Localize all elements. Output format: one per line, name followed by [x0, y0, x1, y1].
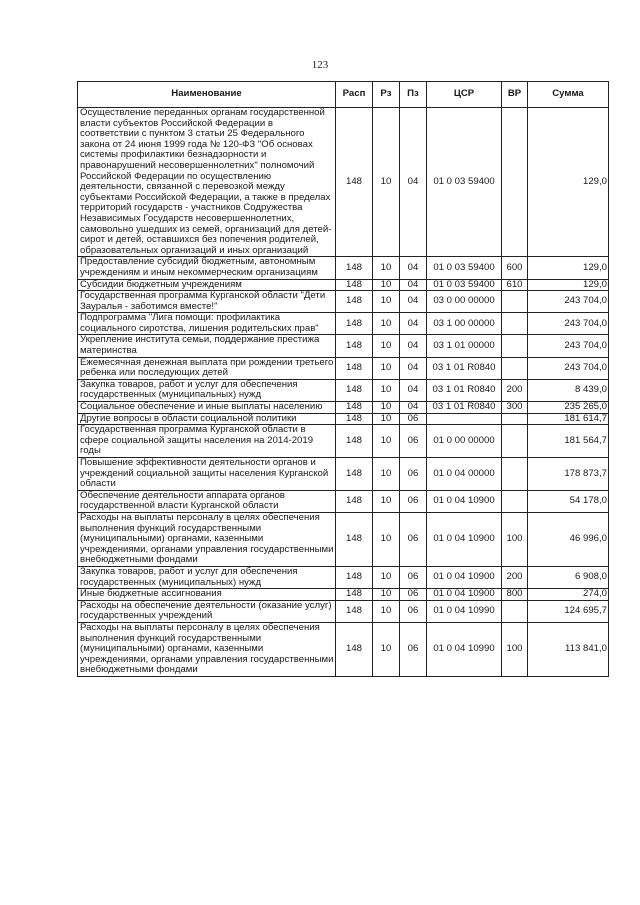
- header-sum: Сумма: [528, 82, 609, 108]
- cell-pz: 04: [400, 313, 427, 335]
- cell-rasp: 148: [336, 622, 373, 676]
- table-row: [78, 291, 609, 313]
- cell-pz: 06: [400, 425, 427, 458]
- cell-csr: 01 0 04 10900: [427, 512, 502, 566]
- cell-rasp: 148: [336, 600, 373, 622]
- cell-rasp: 148: [336, 257, 373, 279]
- cell-rasp: 148: [336, 425, 373, 458]
- cell-rasp: 148: [336, 512, 373, 566]
- header-vr: ВР: [502, 82, 528, 108]
- cell-rasp: 148: [336, 490, 373, 512]
- table-row: [78, 379, 609, 401]
- cell-csr: 03 1 01 R0840: [427, 357, 502, 379]
- cell-sum: 243 704,0: [528, 335, 609, 357]
- cell-pz: 04: [400, 335, 427, 357]
- cell-rz: 10: [373, 458, 400, 491]
- table-body: [78, 108, 609, 677]
- cell-csr: 03 1 01 R0840: [427, 402, 502, 414]
- cell-rz: 10: [373, 379, 400, 401]
- cell-pz: 06: [400, 413, 427, 425]
- cell-sum: 129,0: [528, 257, 609, 279]
- table-row: [78, 600, 609, 622]
- cell-vr: 200: [502, 566, 528, 588]
- cell-name: Государственная программа Курганской области "Дети Зауралья - заботимся вместе!": [78, 291, 336, 313]
- cell-rasp: 148: [336, 279, 373, 291]
- cell-rz: 10: [373, 108, 400, 257]
- cell-sum: 243 704,0: [528, 313, 609, 335]
- cell-name: Субсидии бюджетным учреждениям: [78, 279, 336, 291]
- cell-sum: 243 704,0: [528, 291, 609, 313]
- cell-name: Расходы на выплаты персоналу в целях обеспечения выполнения функций государственными (муниципальными) органами, казенными учреждениями, органами управления государственными внебюджетными фондами: [78, 512, 336, 566]
- cell-csr: [427, 413, 502, 425]
- cell-csr: 01 0 03 59400: [427, 279, 502, 291]
- table-row: [78, 313, 609, 335]
- cell-rz: 10: [373, 490, 400, 512]
- cell-rz: 10: [373, 257, 400, 279]
- table-row: [78, 589, 609, 601]
- header-rasp: Расп: [336, 82, 373, 108]
- cell-rasp: 148: [336, 357, 373, 379]
- cell-sum: 274,0: [528, 589, 609, 601]
- table-row: [78, 279, 609, 291]
- cell-vr: [502, 458, 528, 491]
- cell-csr: 03 1 00 00000: [427, 313, 502, 335]
- cell-vr: [502, 291, 528, 313]
- cell-sum: 181 564,7: [528, 425, 609, 458]
- cell-rz: 10: [373, 313, 400, 335]
- cell-pz: 04: [400, 279, 427, 291]
- cell-pz: 06: [400, 589, 427, 601]
- cell-csr: 01 0 04 10900: [427, 566, 502, 588]
- cell-pz: 06: [400, 512, 427, 566]
- cell-csr: 01 0 04 10900: [427, 490, 502, 512]
- cell-sum: 178 873,7: [528, 458, 609, 491]
- cell-sum: 46 996,0: [528, 512, 609, 566]
- table-row: [78, 257, 609, 279]
- cell-rz: 10: [373, 589, 400, 601]
- cell-name: Расходы на выплаты персоналу в целях обеспечения выполнения функций государственными (муниципальными) органами, казенными учреждениями, органами управления государственными внебюджетными фондами: [78, 622, 336, 676]
- cell-csr: 01 0 03 59400: [427, 108, 502, 257]
- cell-rasp: 148: [336, 566, 373, 588]
- table-row: [78, 425, 609, 458]
- table-row: [78, 622, 609, 676]
- cell-pz: 04: [400, 379, 427, 401]
- cell-rasp: 148: [336, 458, 373, 491]
- cell-rasp: 148: [336, 379, 373, 401]
- cell-vr: 800: [502, 589, 528, 601]
- table-row: [78, 458, 609, 491]
- cell-vr: 200: [502, 379, 528, 401]
- table-row: [78, 108, 609, 257]
- page-number: 123: [311, 59, 329, 71]
- cell-sum: 235 265,0: [528, 402, 609, 414]
- cell-name: Закупка товаров, работ и услуг для обеспечения государственных (муниципальных) нужд: [78, 566, 336, 588]
- table-row: [78, 335, 609, 357]
- table-row: [78, 566, 609, 588]
- cell-vr: [502, 490, 528, 512]
- cell-pz: 04: [400, 402, 427, 414]
- table-header-row: [78, 82, 609, 108]
- cell-name: Подпрограмма "Лига помощи: профилактика социального сиротства, лишения родительских прав": [78, 313, 336, 335]
- cell-name: Укрепление института семьи, поддержание престижа материнства: [78, 335, 336, 357]
- cell-name: Иные бюджетные ассигнования: [78, 589, 336, 601]
- cell-vr: [502, 600, 528, 622]
- cell-vr: 100: [502, 512, 528, 566]
- cell-rz: 10: [373, 402, 400, 414]
- cell-name: Предоставление субсидий бюджетным, автономным учреждениям и иным некоммерческим организациям: [78, 257, 336, 279]
- cell-rz: 10: [373, 279, 400, 291]
- cell-pz: 04: [400, 357, 427, 379]
- cell-sum: 129,0: [528, 108, 609, 257]
- cell-name: Расходы на обеспечение деятельности (оказание услуг) государственных учреждений: [78, 600, 336, 622]
- cell-pz: 06: [400, 600, 427, 622]
- cell-rasp: 148: [336, 313, 373, 335]
- table-row: [78, 413, 609, 425]
- cell-name: Осуществление переданных органам государственной власти субъектов Российской Федерации в соответствии с пунктом 3 статьи 25 Федерального закона от 24 июня 1999 года № 120-ФЗ "Об основах системы профилактики безнадзорности и правонарушений несовершеннолетних" полномочий Российской Федерации по осуществлению деятельности, связанной с перевозкой между субъектами Российской Федерации, а также в пределах территорий государств - участников Содружества Независимых Государств несовершеннолетних, самовольно ушедших из семей, организаций для детей-сирот и детей, оставшихся без попечения родителей, образовательных организаций и иных организаций: [78, 108, 336, 257]
- cell-sum: 129,0: [528, 279, 609, 291]
- cell-pz: 04: [400, 291, 427, 313]
- cell-vr: 610: [502, 279, 528, 291]
- cell-rz: 10: [373, 425, 400, 458]
- cell-vr: [502, 313, 528, 335]
- cell-rasp: 148: [336, 335, 373, 357]
- cell-rasp: 148: [336, 291, 373, 313]
- cell-rasp: 148: [336, 402, 373, 414]
- cell-vr: 600: [502, 257, 528, 279]
- cell-vr: 100: [502, 622, 528, 676]
- cell-vr: [502, 425, 528, 458]
- cell-csr: 01 0 03 59400: [427, 257, 502, 279]
- cell-rz: 10: [373, 335, 400, 357]
- cell-csr: 01 0 00 00000: [427, 425, 502, 458]
- cell-sum: 124 695,7: [528, 600, 609, 622]
- cell-csr: 01 0 04 00000: [427, 458, 502, 491]
- cell-pz: 06: [400, 622, 427, 676]
- cell-name: Государственная программа Курганской области в сфере социальной защиты населения на 2014-2019 годы: [78, 425, 336, 458]
- cell-rasp: 148: [336, 413, 373, 425]
- table-row: [78, 490, 609, 512]
- cell-rz: 10: [373, 291, 400, 313]
- cell-vr: [502, 413, 528, 425]
- cell-name: Ежемесячная денежная выплата при рождении третьего ребенка или последующих детей: [78, 357, 336, 379]
- cell-name: Закупка товаров, работ и услуг для обеспечения государственных (муниципальных) нужд: [78, 379, 336, 401]
- cell-pz: 06: [400, 458, 427, 491]
- cell-rz: 10: [373, 600, 400, 622]
- cell-name: Обеспечение деятельности аппарата органов государственной власти Курганской области: [78, 490, 336, 512]
- budget-table: [77, 81, 609, 677]
- cell-sum: 113 841,0: [528, 622, 609, 676]
- cell-name: Социальное обеспечение и иные выплаты населению: [78, 402, 336, 414]
- cell-vr: [502, 335, 528, 357]
- cell-sum: 181 614,7: [528, 413, 609, 425]
- cell-rz: 10: [373, 566, 400, 588]
- cell-sum: 6 908,0: [528, 566, 609, 588]
- cell-csr: 03 1 01 R0840: [427, 379, 502, 401]
- cell-rasp: 148: [336, 108, 373, 257]
- cell-rz: 10: [373, 413, 400, 425]
- cell-vr: 300: [502, 402, 528, 414]
- header-pz: Пз: [400, 82, 427, 108]
- header-csr: ЦСР: [427, 82, 502, 108]
- cell-csr: 03 0 00 00000: [427, 291, 502, 313]
- cell-sum: 54 178,0: [528, 490, 609, 512]
- cell-rz: 10: [373, 512, 400, 566]
- table-row: [78, 512, 609, 566]
- cell-pz: 04: [400, 108, 427, 257]
- cell-rz: 10: [373, 357, 400, 379]
- cell-csr: 01 0 04 10900: [427, 589, 502, 601]
- cell-pz: 04: [400, 257, 427, 279]
- cell-rz: 10: [373, 622, 400, 676]
- cell-pz: 06: [400, 490, 427, 512]
- cell-csr: 03 1 01 00000: [427, 335, 502, 357]
- cell-sum: 8 439,0: [528, 379, 609, 401]
- header-rz: Рз: [373, 82, 400, 108]
- cell-csr: 01 0 04 10990: [427, 622, 502, 676]
- table-row: [78, 357, 609, 379]
- cell-rasp: 148: [336, 589, 373, 601]
- table-row: [78, 402, 609, 414]
- cell-csr: 01 0 04 10990: [427, 600, 502, 622]
- cell-pz: 06: [400, 566, 427, 588]
- cell-sum: 243 704,0: [528, 357, 609, 379]
- cell-vr: [502, 108, 528, 257]
- cell-name: Другие вопросы в области социальной политики: [78, 413, 336, 425]
- cell-name: Повышение эффективности деятельности органов и учреждений социальной защиты населения Курганской области: [78, 458, 336, 491]
- header-name: Наименование: [78, 82, 336, 108]
- cell-vr: [502, 357, 528, 379]
